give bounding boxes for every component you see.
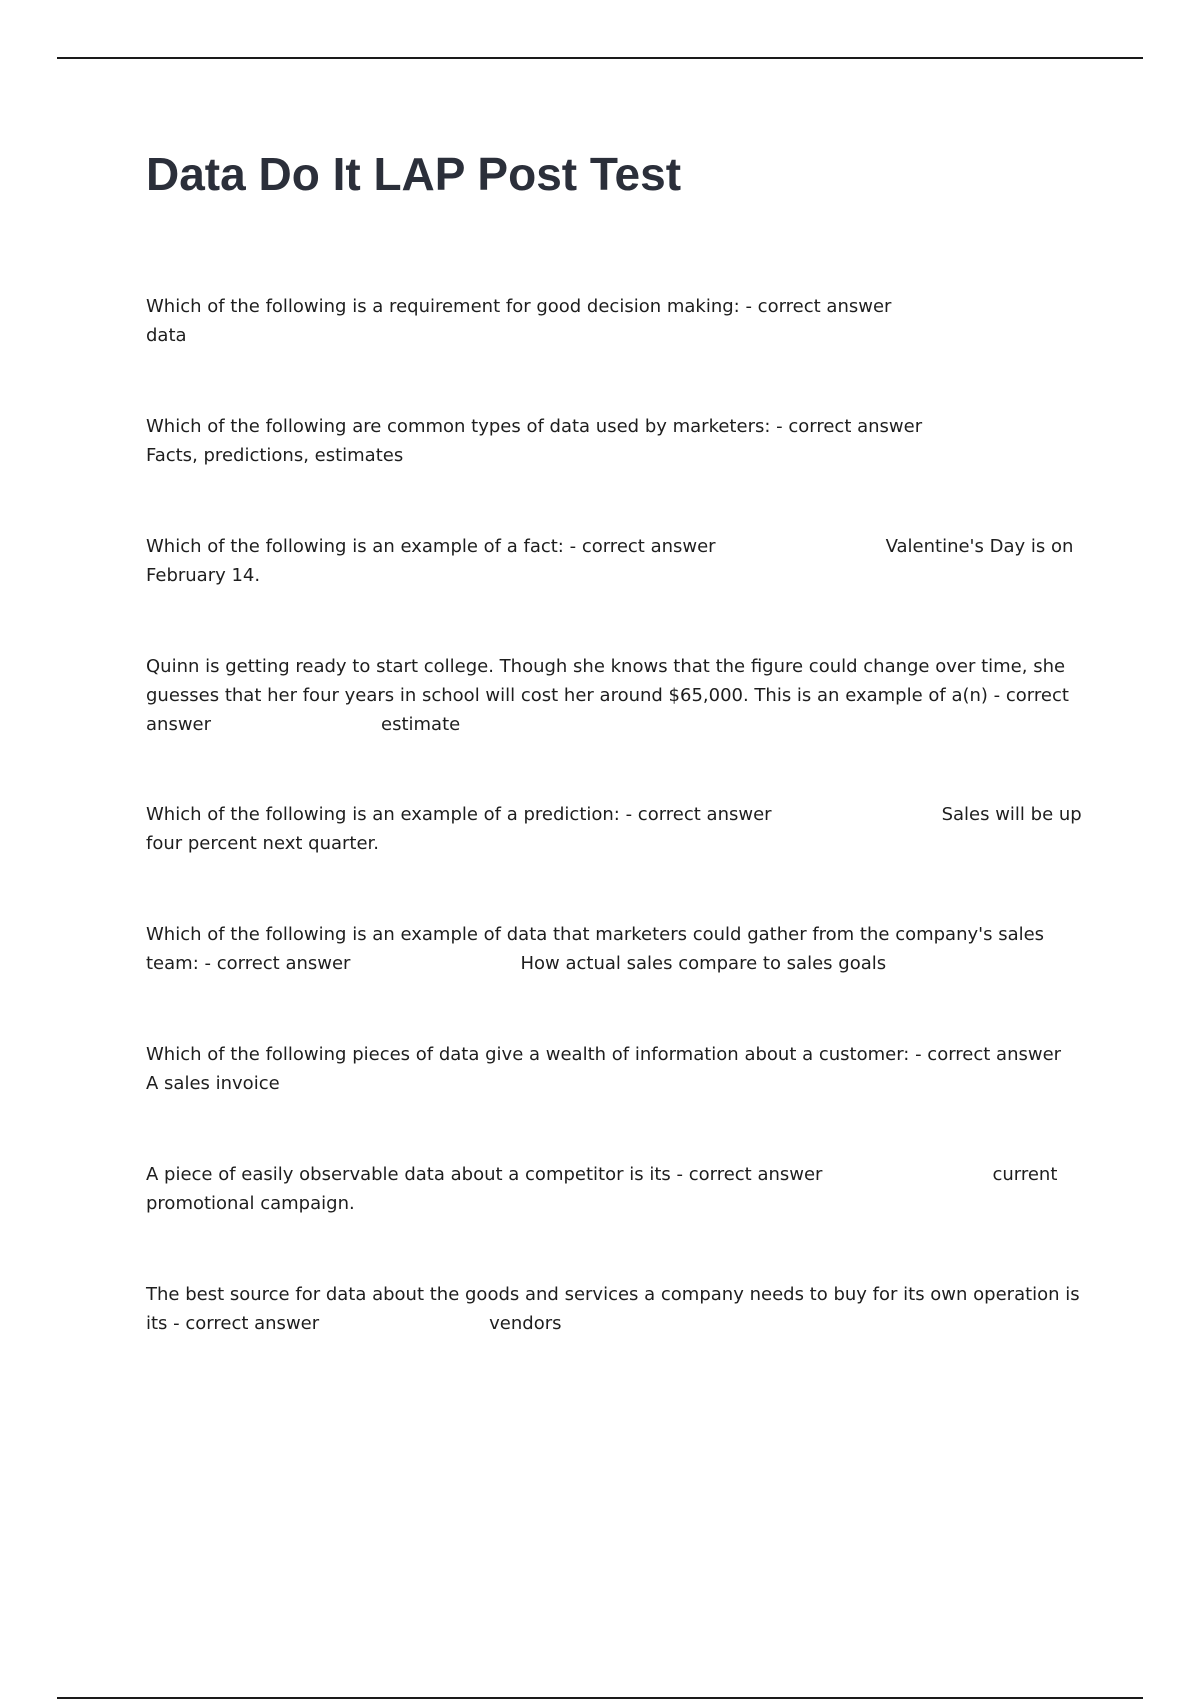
qa-item-2 bbox=[146, 412, 1086, 470]
answer-text: Sales will be up four percent next quarter. bbox=[146, 804, 1082, 854]
qa-item-7 bbox=[146, 1040, 1086, 1098]
question-text: A piece of easily observable data about a competitor is its - correct answer bbox=[146, 1164, 823, 1185]
qa-item-3 bbox=[146, 532, 1086, 590]
question-text: Which of the following is a requirement for good decision making: - correct answer bbox=[146, 296, 892, 317]
answer-text: Facts, predictions, estimates bbox=[146, 445, 404, 466]
question-text: Which of the following is an example of a prediction: - correct answer bbox=[146, 804, 772, 825]
qa-item-4 bbox=[146, 652, 1086, 739]
question-text: Which of the following is an example of a fact: - correct answer bbox=[146, 536, 716, 557]
question-text: Which of the following are common types of data used by marketers: - correct answer bbox=[146, 416, 923, 437]
bottom-rule bbox=[57, 1697, 1143, 1699]
answer-text: data bbox=[146, 325, 187, 346]
answer-text: A sales invoice bbox=[146, 1073, 280, 1094]
qa-item-1 bbox=[146, 292, 1086, 350]
question-text: Which of the following pieces of data give a wealth of information about a customer: - correct answer bbox=[146, 1044, 1062, 1065]
answer-text: current promotional campaign. bbox=[146, 1164, 1058, 1214]
answer-text: vendors bbox=[489, 1313, 562, 1334]
answer-text: How actual sales compare to sales goals bbox=[520, 953, 887, 974]
qa-item-8 bbox=[146, 1160, 1086, 1218]
question-text: The best source for data about the goods and services a company needs to buy for its own operation is its - correct answer bbox=[146, 1284, 1080, 1334]
qa-item-9 bbox=[146, 1280, 1086, 1338]
top-rule bbox=[57, 57, 1143, 59]
question-text: Quinn is getting ready to start college. Though she knows that the figure could change over time, she guesses that her four years in school will cost her around $65,000. This is an example of a(n) - correct answer bbox=[146, 656, 1069, 735]
answer-text: Valentine's Day is on February 14. bbox=[146, 536, 1074, 586]
answer-text: estimate bbox=[381, 714, 461, 735]
question-text: Which of the following is an example of data that marketers could gather from the company's sales team: - correct answer bbox=[146, 924, 1045, 974]
qa-item-5 bbox=[146, 800, 1086, 858]
document-title: Data Do It LAP Post Test bbox=[146, 148, 682, 200]
qa-item-6 bbox=[146, 920, 1086, 978]
